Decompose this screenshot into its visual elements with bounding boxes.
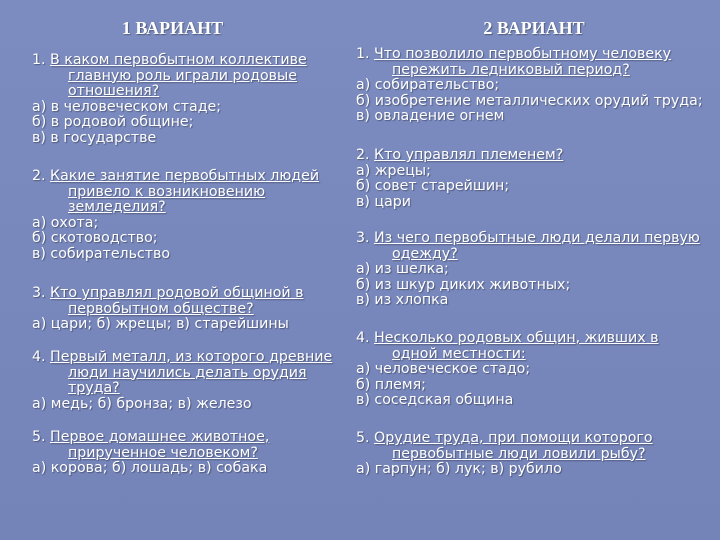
question-number: 4. <box>356 330 375 346</box>
variant-2-title: 2 ВАРИАНТ <box>483 18 585 38</box>
answer-option: а) в человеческом стаде; <box>32 98 222 115</box>
question-text-continued: первобытные люди ловили рыбу? <box>392 445 646 462</box>
answer-option: б) племя; <box>356 376 426 393</box>
question-1-2 <box>32 169 337 263</box>
question-number: 3. <box>32 285 51 301</box>
answer-option: а) из шелка; <box>356 261 449 278</box>
answer-option: б) скотоводство; <box>32 230 158 247</box>
answer-option: б) из шкур диких животных; <box>356 276 571 293</box>
question-number: 1. <box>32 52 51 68</box>
answer-option: а) гарпун; б) лук; в) рубило <box>356 461 562 478</box>
answer-option: б) изобретение металлических орудий труда; <box>356 92 703 109</box>
answer-option: а) корова; б) лошадь; в) собака <box>32 460 268 477</box>
answer-option: в) собирательство <box>32 245 171 262</box>
answer-option: а) цари; б) жрецы; в) старейшины <box>32 316 289 333</box>
answer-option: б) совет старейшин; <box>356 178 510 195</box>
answer-option: а) охота; <box>32 214 99 231</box>
variant-1-title: 1 ВАРИАНТ <box>121 18 224 38</box>
question-text-continued: прирученное человеком? <box>68 444 258 461</box>
question-text: Из чего первобытные люди делали первую <box>374 230 700 246</box>
question-text-continued: одежду? <box>392 245 458 262</box>
question-text: В каком первобытном коллективе <box>50 52 307 68</box>
answer-option: а) жрецы; <box>356 162 431 179</box>
question-2-4 <box>356 331 711 409</box>
question-number: 1. <box>356 46 375 62</box>
answer-option: а) собирательство; <box>356 77 500 94</box>
question-text-continued: земледелия? <box>68 199 166 216</box>
question-number: 5. <box>356 430 375 446</box>
question-text-continued: главную роль играли родовые <box>68 67 297 84</box>
question-1-5 <box>32 430 337 477</box>
question-1-4 <box>32 350 337 412</box>
question-text: Несколько родовых общин, живших в <box>374 330 659 346</box>
answer-option: в) овладение огнем <box>356 108 505 125</box>
question-2-3 <box>356 231 711 309</box>
question-text-continued: первобытном обществе? <box>68 300 254 317</box>
answer-option: а) медь; б) бронза; в) железо <box>32 395 252 412</box>
question-text: Орудие труда, при помощи которого <box>374 430 653 446</box>
question-text-continued: пережить ледниковый период? <box>392 61 630 78</box>
question-text-continued: труда? <box>68 380 120 397</box>
question-2-5 <box>356 431 711 478</box>
question-1-3 <box>32 286 337 333</box>
question-text: Что позволило первобытному человеку <box>374 46 672 62</box>
question-number: 3. <box>356 230 375 246</box>
answer-option: в) из хлопка <box>356 292 449 309</box>
question-text-continued: отношения? <box>68 83 160 100</box>
question-number: 5. <box>32 429 51 445</box>
question-text-continued: одной местности: <box>392 345 526 362</box>
answer-option: в) в государстве <box>32 129 157 146</box>
question-2-1 <box>356 47 711 125</box>
answer-option: в) цари <box>356 193 411 210</box>
answer-option: в) соседская община <box>356 392 514 409</box>
question-number: 4. <box>32 349 51 365</box>
question-text-continued: люди научились делать орудия <box>68 364 307 381</box>
answer-option: б) в родовой общине; <box>32 114 194 131</box>
question-text: Первый металл, из которого древние <box>50 349 333 365</box>
answer-option: а) человеческое стадо; <box>356 361 531 378</box>
question-1-1 <box>32 53 337 147</box>
question-text-continued: привело к возникновению <box>68 183 266 200</box>
question-number: 2. <box>32 168 51 184</box>
question-text: Кто управлял родовой общиной в <box>50 285 304 301</box>
question-2-2 <box>356 148 711 210</box>
question-number: 2. <box>356 147 375 163</box>
question-text: Какие занятие первобытных людей <box>50 168 320 184</box>
question-text: Кто управлял племенем? <box>374 147 564 163</box>
question-text: Первое домашнее животное, <box>50 429 270 445</box>
